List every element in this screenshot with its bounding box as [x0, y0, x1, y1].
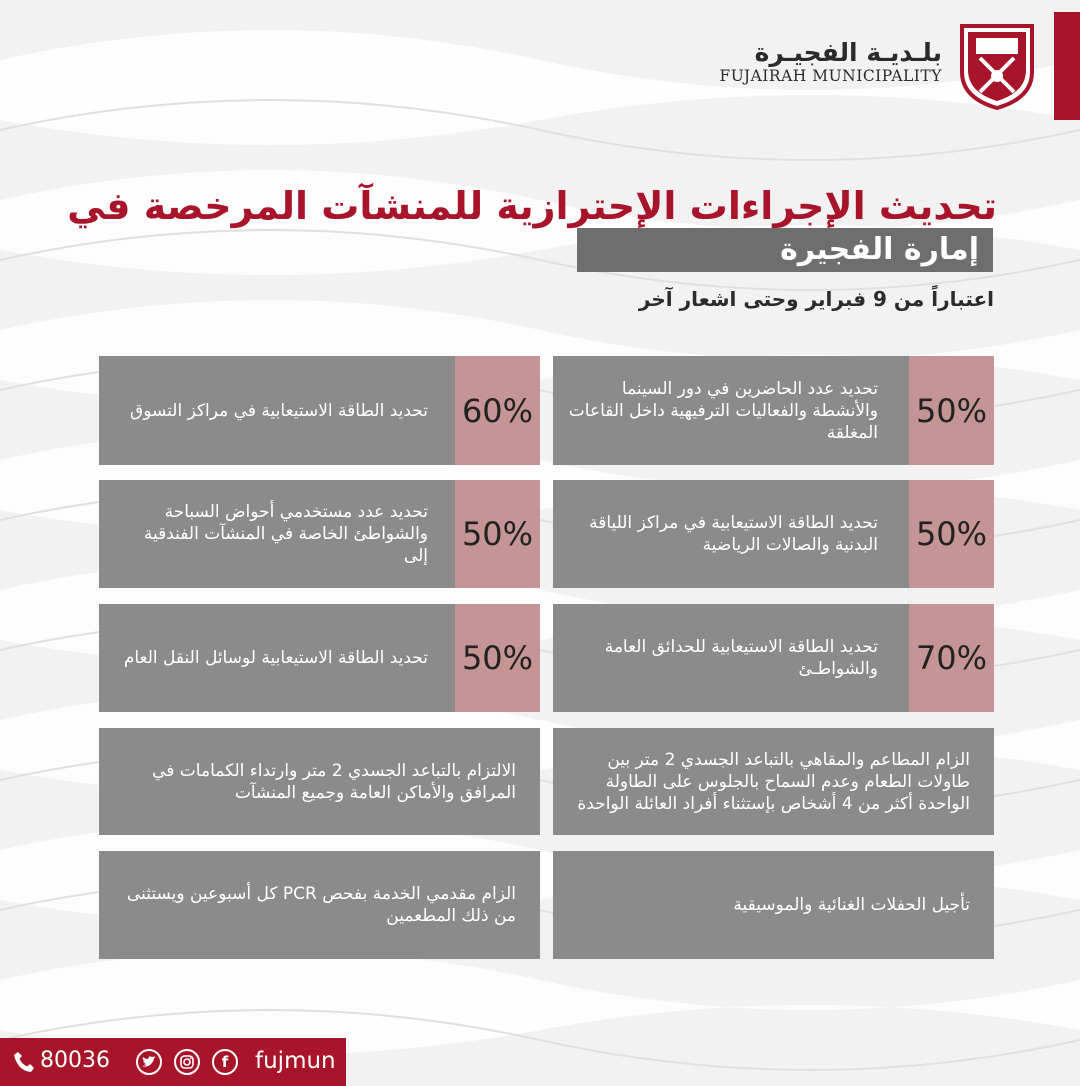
instagram-icon[interactable]	[174, 1049, 200, 1075]
measure-card	[553, 356, 994, 465]
measure-text: تحديد الطاقة الاستيعابية في مراكز التسوق	[130, 400, 428, 421]
measure-text: تحديد الطاقة الاستيعابية في مراكز اللياقة البدنية والصالات الرياضية	[589, 513, 878, 555]
measure-text: الزام مقدمي الخدمة بفحص PCR كل أسبوعين ويستثنى من ذلك المطعمين	[126, 884, 516, 926]
page-subtitle: إمارة الفجيرة	[577, 228, 993, 272]
measure-text: الالتزام بالتباعد الجسدي 2 متر وارتداء الكمامات في المرافق والأماكن العامة وجميع المنشآت	[152, 760, 516, 803]
facebook-icon[interactable]: f	[212, 1049, 238, 1075]
measure-card	[553, 480, 994, 588]
measure-percent: 50%	[455, 480, 540, 588]
measure-text: تحديد الطاقة الاستيعابية لوسائل النقل العام	[123, 648, 428, 668]
measure-card	[553, 728, 994, 835]
phone-number[interactable]: 80036	[40, 1048, 110, 1073]
measure-card	[99, 604, 540, 712]
measure-percent: 60%	[455, 356, 540, 465]
measure-card	[553, 604, 994, 712]
measure-text: تحديد الطاقة الاستيعابية للحدائق العامة والشواطـئ	[604, 637, 878, 679]
effective-date: اعتباراً من 9 فبراير وحتى اشعار آخر	[638, 287, 994, 311]
measure-percent: 70%	[909, 604, 994, 712]
measure-percent: 50%	[909, 356, 994, 465]
measure-percent: 50%	[455, 604, 540, 712]
measure-card	[99, 480, 540, 588]
measure-card	[553, 851, 994, 959]
measure-text: تحديد عدد الحاضرين في دور السينما والأنشطة والفعاليات الترفيهية داخل القاعات المغلقة	[568, 378, 878, 443]
social-handle[interactable]: fujmun	[255, 1048, 336, 1074]
municipality-emblem	[958, 22, 1036, 110]
logo-arabic-text: بلـديـة الفجيـرة	[754, 38, 942, 67]
measure-card	[99, 728, 540, 835]
measure-percent: 50%	[909, 480, 994, 588]
twitter-icon[interactable]	[136, 1049, 162, 1075]
page-title: تحديث الإجراءات الإحترازية للمنشآت المرخصة في	[67, 184, 997, 228]
measure-text: تأجيل الحفلات الغنائية والموسيقية	[733, 895, 970, 915]
measure-text: تحديد عدد مستخدمي أحواض السباحة والشواطئ الخاصة في المنشآت الفندقية إلى	[143, 502, 428, 566]
measure-card	[99, 851, 540, 959]
measure-text: الزام المطاعم والمقاهي بالتباعد الجسدي 2 متر بين طاولات الطعام وعدم السماح بالجلوس على الطاولة الواحدة أكثر من 4 أشخاص بإستثناء أفراد العائلة الواحدة	[577, 749, 970, 814]
phone-icon	[12, 1050, 36, 1074]
logo-english-text: FUJAIRAH MUNICIPALITY	[719, 67, 942, 85]
header-accent-bar	[1054, 12, 1080, 120]
contact-footer	[0, 1038, 346, 1086]
measure-card	[99, 356, 540, 465]
